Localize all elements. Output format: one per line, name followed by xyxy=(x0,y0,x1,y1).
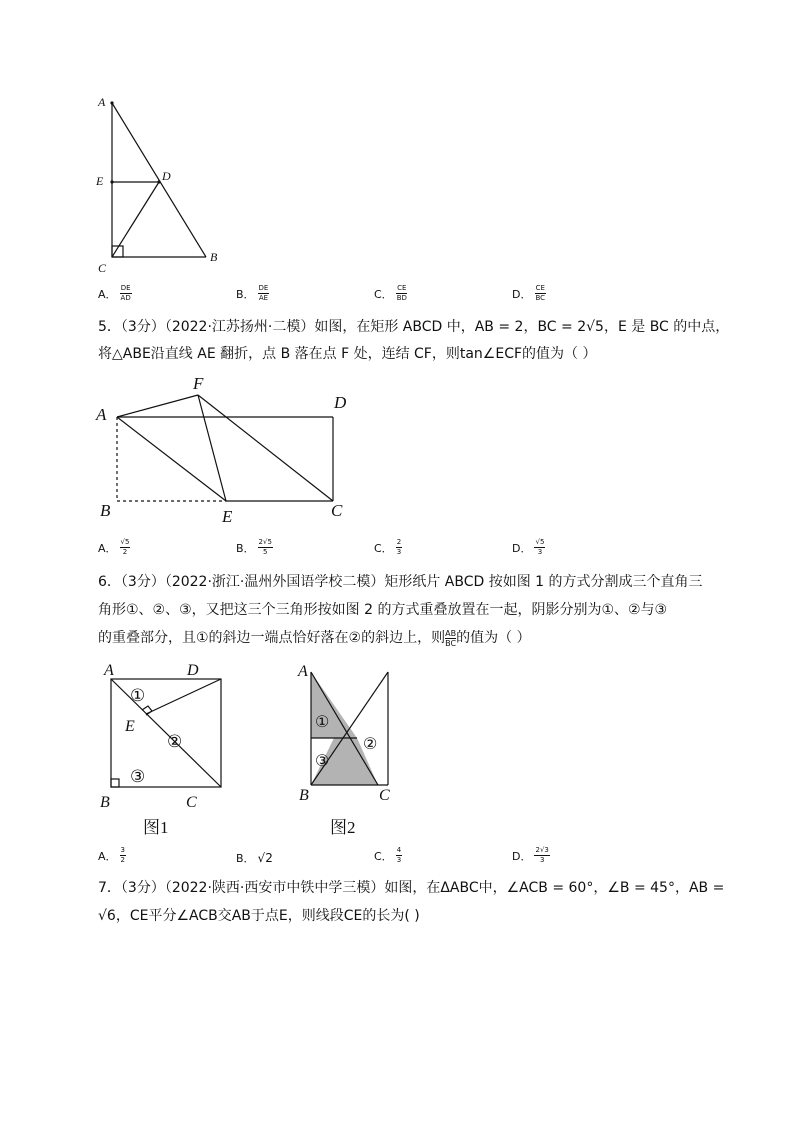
q5-option-a[interactable]: A． $\frac{√5}{2}$ xyxy=(98,538,130,556)
figure-1-caption: 图1 xyxy=(143,818,169,837)
label-b: B xyxy=(100,501,111,520)
fraction: $\frac{CE}{BD}$ xyxy=(396,284,407,302)
q4-option-d[interactable]: D． $\frac{CE}{BC}$ xyxy=(512,284,546,302)
label-d: D xyxy=(334,393,347,412)
segment-fc xyxy=(198,395,333,501)
label-a: A xyxy=(104,662,114,679)
label-a: A xyxy=(98,95,106,109)
q6-text-line1: 6．（3分）（2022·浙江·温州外国语学校二模）矩形纸片 ABCD 按如图 1 的方式分割成三个直角三 xyxy=(98,574,703,590)
region-1-label: ① xyxy=(130,686,146,705)
q5-text-line1: 5．（3分）（2022·江苏扬州·二模）如图，在矩形 ABCD 中，AB = 2，BC = 2√5，E 是 BC 的中点， xyxy=(98,319,730,335)
label-c: C xyxy=(98,261,107,275)
figure-q6-1 xyxy=(90,658,230,808)
figure-2-caption: 图2 xyxy=(330,818,356,837)
region-2-label: ② xyxy=(167,732,183,751)
q6-option-a[interactable]: A． $\frac{3}{2}$ xyxy=(98,846,125,864)
segment-af xyxy=(117,395,198,417)
fraction-ab-bc: $\frac{AB}{BC}$ xyxy=(445,628,457,648)
region-2-label: ② xyxy=(363,736,378,753)
fraction: $\frac{4}{3}$ xyxy=(396,846,402,864)
fraction: $\frac{3}{2}$ xyxy=(120,846,125,864)
label-e: E xyxy=(96,174,104,188)
fraction: $\frac{CE}{BC}$ xyxy=(535,284,546,302)
label-b: B xyxy=(100,794,110,808)
fraction: $\frac{2}{3}$ xyxy=(396,538,402,556)
segment-fe xyxy=(198,395,226,501)
q6-text-line3: 的重叠部分，且①的斜边一端点恰好落在②的斜边上，则 $\frac{AB}{BC}$ 的值为（ ） xyxy=(98,628,531,648)
label-a: A xyxy=(96,405,107,424)
figure-q4 xyxy=(88,90,228,280)
q5-option-c[interactable]: C． $\frac{2}{3}$ xyxy=(374,538,402,556)
q5-option-d[interactable]: D． $\frac{√5}{3}$ xyxy=(512,538,545,556)
segment-ae xyxy=(117,417,226,501)
fraction: $\frac{DE}{AE}$ xyxy=(258,284,269,302)
segment-de xyxy=(146,679,221,714)
fraction: $\frac{√5}{3}$ xyxy=(535,538,545,556)
label-a: A xyxy=(298,663,308,680)
q4-option-a[interactable]: A． $\frac{DE}{AD}$ xyxy=(98,284,131,302)
q7-text-line2: √6，CE平分∠ACB交AB于点E，则线段CE的长为( ) xyxy=(98,908,420,924)
label-f: F xyxy=(193,374,204,393)
fraction: $\frac{√5}{2}$ xyxy=(120,538,130,556)
figure-q5 xyxy=(90,370,370,530)
label-c: C xyxy=(331,501,343,520)
q5-option-b[interactable]: B． $\frac{2√5}{5}$ xyxy=(236,538,272,556)
q5-text-line2: 将△ABE沿直线 AE 翻折，点 B 落在点 F 处，连结 CF，则tan∠ECF的值为（ ） xyxy=(98,346,597,362)
q6-option-d[interactable]: D． $\frac{2√3}{3}$ xyxy=(512,846,549,864)
label-e: E xyxy=(222,507,233,526)
region-1-label: ① xyxy=(315,714,330,731)
figure-q6-2 xyxy=(290,658,410,808)
label-c: C xyxy=(186,794,197,808)
right-angle-mark-b xyxy=(111,779,119,787)
q4-option-b[interactable]: B． $\frac{DE}{AE}$ xyxy=(236,284,269,302)
fraction: $\frac{2√3}{3}$ xyxy=(535,846,549,864)
label-c: C xyxy=(379,787,390,804)
label-d: D xyxy=(162,169,171,183)
label-b: B xyxy=(210,250,218,264)
region-3-label: ③ xyxy=(315,753,330,770)
fraction: $\frac{2√5}{5}$ xyxy=(258,538,272,556)
fraction: $\frac{DE}{AD}$ xyxy=(120,284,131,302)
q6-option-b[interactable]: B． √2 xyxy=(236,851,273,865)
label-b: B xyxy=(299,787,309,804)
q4-option-c[interactable]: C． $\frac{CE}{BD}$ xyxy=(374,284,407,302)
q6-option-c[interactable]: C． $\frac{4}{3}$ xyxy=(374,846,402,864)
q6-text-line2: 角形①、②、③，又把这三个三角形按如图 2 的方式重叠放置在一起，阴影分别为①、②与③ xyxy=(98,602,668,618)
label-e: E xyxy=(125,718,135,735)
q7-text-line1: 7．（3分）（2022·陕西·西安市中铁中学三模）如图，在ΔABC中，∠ACB = 60°，∠B = 45°，AB = xyxy=(98,880,725,896)
label-d: D xyxy=(187,662,199,679)
region-3-label: ③ xyxy=(130,767,146,786)
